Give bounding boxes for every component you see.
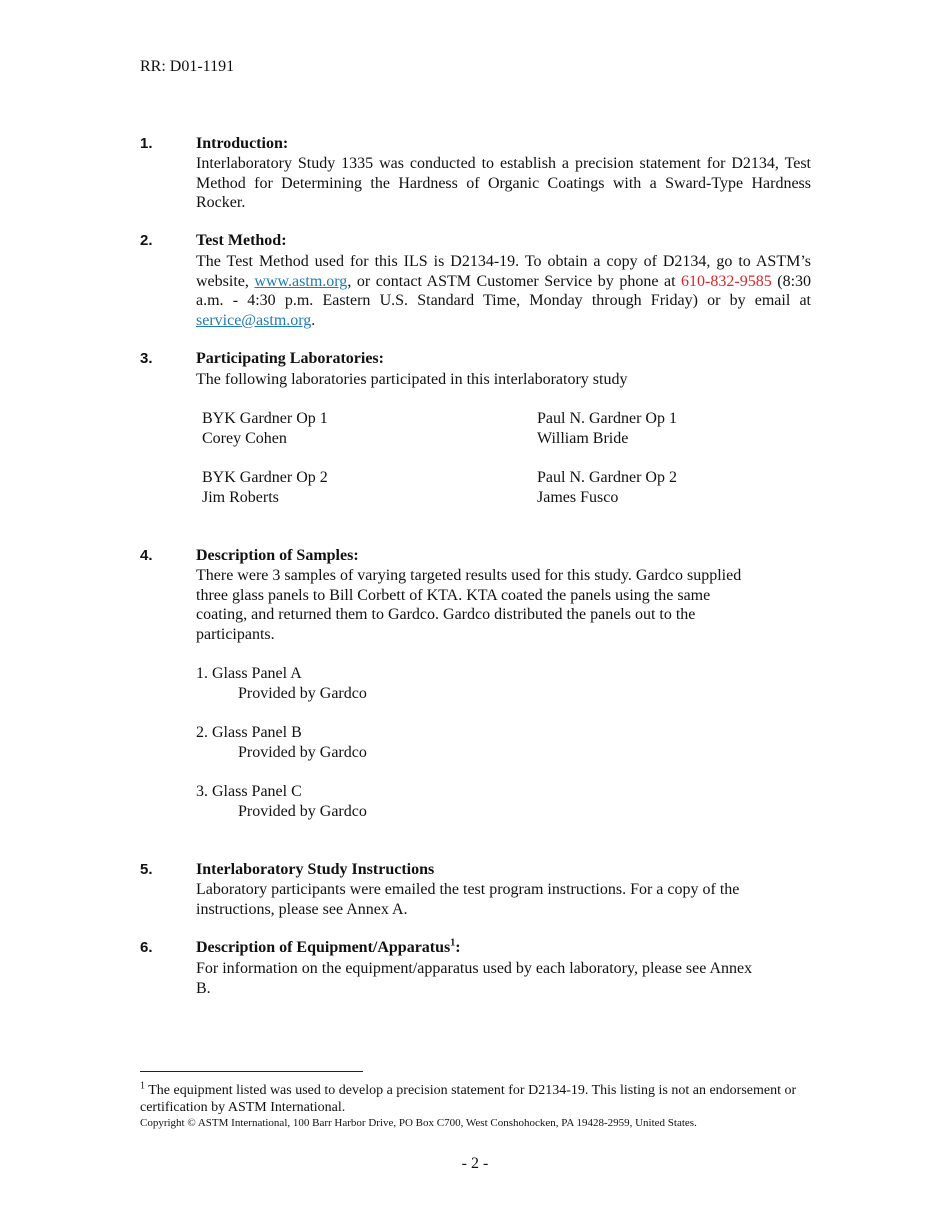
lab-entry xyxy=(537,468,677,507)
section-2-text-part-4: . xyxy=(311,311,316,329)
section-3-number: 3. xyxy=(140,350,153,367)
section-4-line: participants. xyxy=(196,625,275,643)
service-email-link[interactable]: service@astm.org xyxy=(196,311,312,329)
section-2-text xyxy=(196,252,811,330)
section-2-text-part-3: (8:30 a.m. - 4:30 p.m. Eastern U.S. Standard Time, Monday through Friday) or by email at xyxy=(196,272,812,310)
section-5-line: Laboratory participants were emailed the test program instructions. For a copy of the xyxy=(196,881,740,898)
sample-item xyxy=(196,723,367,762)
footnote-divider xyxy=(140,1071,363,1072)
lab-name: BYK Gardner Op 1 xyxy=(202,410,328,427)
section-5-text xyxy=(196,880,739,919)
section-4-number: 4. xyxy=(140,547,153,564)
section-2-title: Test Method: xyxy=(196,232,287,249)
lab-operator: William Bride xyxy=(537,429,629,447)
lab-name: Paul N. Gardner Op 2 xyxy=(537,469,677,486)
section-3-intro: The following laboratories participated in this interlaboratory study xyxy=(196,371,628,388)
section-2-text-part-1: The Test Method used for this ILS is D2134-19. To obtain a copy of D2134, go to ASTM’s website, xyxy=(196,253,811,290)
section-5-line: instructions, please see Annex A. xyxy=(196,900,408,918)
lab-operator: Corey Cohen xyxy=(202,429,287,447)
page-number: - 2 - xyxy=(461,1155,489,1172)
section-6-title xyxy=(196,939,461,957)
phone-number: 610-832-9585 xyxy=(681,272,772,290)
lab-operator: James Fusco xyxy=(537,488,619,506)
sample-name: 3. Glass Panel C xyxy=(196,783,302,800)
astm-website-link[interactable]: www.astm.org xyxy=(254,272,348,290)
section-2-number: 2. xyxy=(140,232,153,249)
footnote xyxy=(140,1082,800,1116)
section-5-title: Interlaboratory Study Instructions xyxy=(196,861,435,878)
section-1-title: Introduction: xyxy=(196,135,289,152)
footnote-marker: 1 xyxy=(140,1080,145,1092)
section-5-number: 5. xyxy=(140,861,153,878)
sample-item xyxy=(196,782,367,821)
section-1-text: Interlaboratory Study 1335 was conducted to establish a precision statement for D2134, Test Method for Determining the Hardness of Organic Coatings with a Sward-Type Hardness Rocker. xyxy=(196,155,811,212)
section-4-text xyxy=(196,566,741,644)
sample-provider: Provided by Gardco xyxy=(238,684,367,702)
section-6-title-colon: : xyxy=(455,939,461,956)
footnote-ref: 1 xyxy=(450,937,456,949)
sample-name: 1. Glass Panel A xyxy=(196,665,302,682)
lab-entry xyxy=(202,409,328,448)
sample-provider: Provided by Gardco xyxy=(238,802,367,820)
section-6-text xyxy=(196,959,752,998)
section-1-number: 1. xyxy=(140,135,153,152)
section-4-title: Description of Samples: xyxy=(196,547,359,564)
section-6-number: 6. xyxy=(140,939,153,956)
copyright-notice: Copyright © ASTM International, 100 Barr Harbor Drive, PO Box C700, West Conshohocken, PA 19428-2959, United States. xyxy=(140,1117,697,1129)
footnote-text: The equipment listed was used to develop a precision statement for D2134-19. This listing is not an endorsement or certification by ASTM International. xyxy=(140,1083,797,1115)
lab-entry xyxy=(537,409,677,448)
section-4-line: three glass panels to Bill Corbett of KTA. KTA coated the panels using the same xyxy=(196,586,711,604)
section-4-line: There were 3 samples of varying targeted results used for this study. Gardco supplied xyxy=(196,567,742,584)
section-6-title-text: Description of Equipment/Apparatus xyxy=(196,939,451,956)
lab-name: Paul N. Gardner Op 1 xyxy=(537,410,677,427)
sample-item xyxy=(196,664,367,703)
lab-name: BYK Gardner Op 2 xyxy=(202,469,328,486)
sample-provider: Provided by Gardco xyxy=(238,743,367,761)
section-2-text-part-2: , or contact ASTM Customer Service by phone at xyxy=(347,272,682,290)
sample-name: 2. Glass Panel B xyxy=(196,724,302,741)
section-6-line: For information on the equipment/apparatus used by each laboratory, please see Annex xyxy=(196,960,753,977)
section-3-title: Participating Laboratories: xyxy=(196,350,384,367)
lab-operator: Jim Roberts xyxy=(202,488,279,506)
lab-entry xyxy=(202,468,328,507)
section-6-line: B. xyxy=(196,979,211,997)
section-4-line: coating, and returned them to Gardco. Gardco distributed the panels out to the xyxy=(196,606,696,624)
report-id-header: RR: D01-1191 xyxy=(140,58,235,75)
